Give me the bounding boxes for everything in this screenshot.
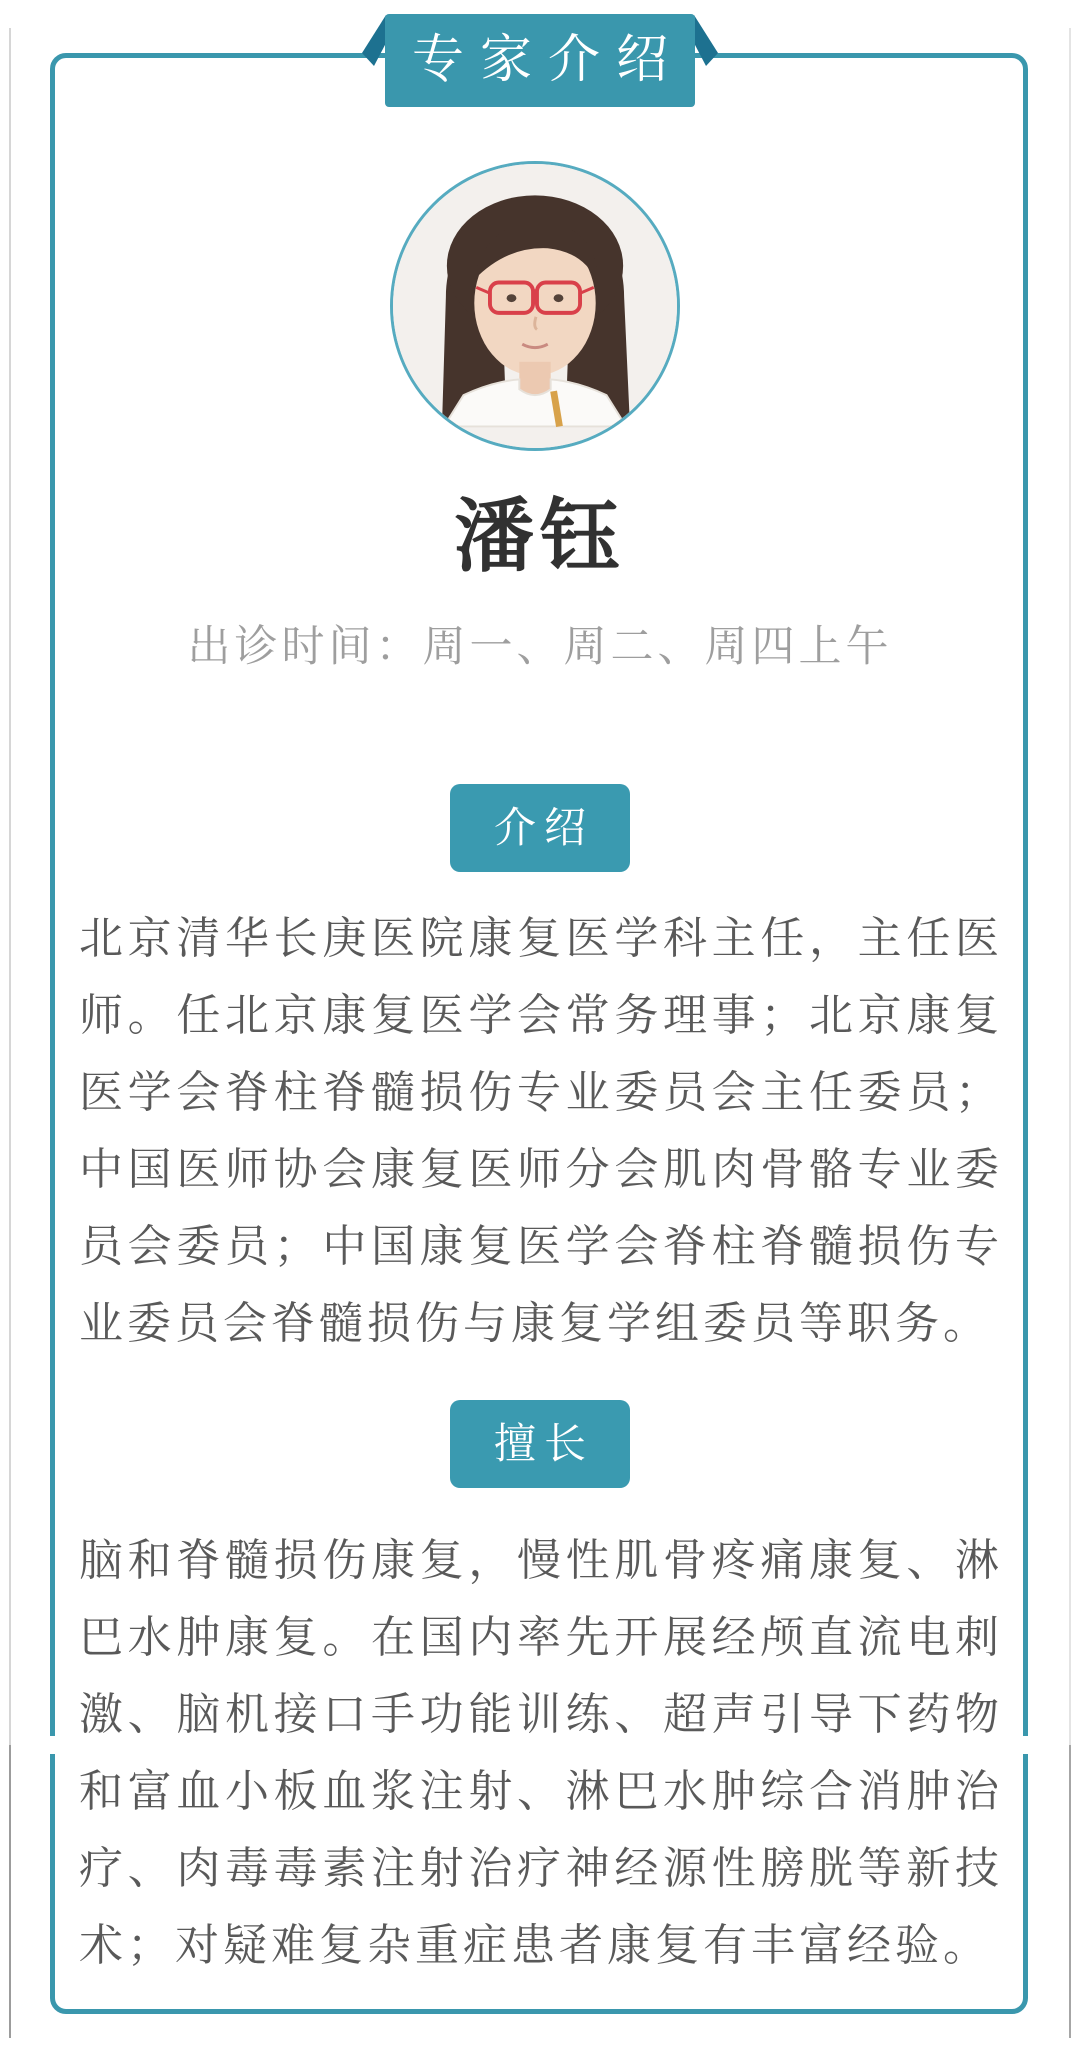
ribbon-banner xyxy=(385,14,695,107)
avatar xyxy=(390,161,680,451)
specialty-text: 脑和脊髓损伤康复，慢性肌骨疼痛康复、淋巴水肿康复。在国内率先开展经颅直流电刺激、脑机接口手功能训练、超声引导下药物和富血小板血浆注射、淋巴水肿综合消肿治疗、肉毒毒素注射治疗神经源性膀胱等新技术；对疑难复杂重症患者康复有丰富经验。 xyxy=(79,1536,1003,1970)
screenshot-seam-right xyxy=(1020,1736,1034,1754)
doctor-name: 潘钰 xyxy=(454,494,626,582)
clinic-schedule: 出诊时间：周一、周二、周四上午 xyxy=(187,624,893,671)
doctor-photo xyxy=(393,164,677,448)
intro-section-badge[interactable]: 介绍 xyxy=(450,784,630,872)
intro-text: 北京清华长庚医院康复医学科主任，主任医师。任北京康复医学会常务理事；北京康复医学会脊柱脊髓损伤专业委员会主任委员；中国医师协会康复医师分会肌肉骨骼专业委员会委员；中国康复医学会脊柱脊髓损伤专业委员会脊髓损伤与康复学组委员等职务。 xyxy=(79,914,1003,1348)
screenshot-seam-left xyxy=(46,1736,60,1754)
right-edge-line-top xyxy=(1069,28,1071,1745)
left-edge-line-bottom xyxy=(9,1745,11,2038)
page-title: 专家介绍 xyxy=(411,32,684,89)
specialty-section-badge[interactable]: 擅长 xyxy=(450,1400,630,1488)
right-edge-line-bottom xyxy=(1069,1745,1071,2038)
left-edge-line-top xyxy=(9,28,11,1745)
